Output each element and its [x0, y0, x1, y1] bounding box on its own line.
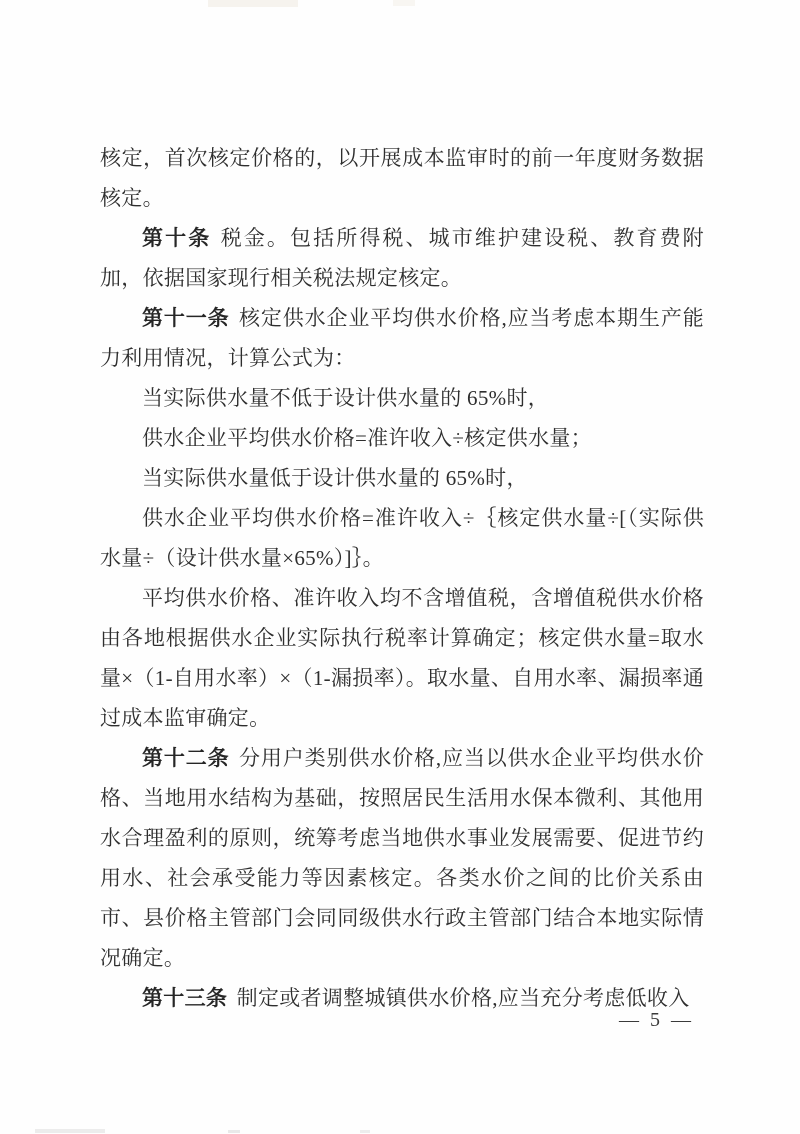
- article-11-heading: 第十一条: [142, 306, 230, 330]
- formula-condition-2-text: 当实际供水量低于设计供水量的 65%时，: [142, 466, 528, 490]
- formula-2-text: 供水企业平均供水价格=准许收入÷｛核定供水量÷[（实际供水量÷（设计供水量×65%）]｝。: [100, 506, 704, 570]
- paragraph-continuation: [100, 138, 704, 218]
- article-11: [100, 298, 704, 378]
- scan-artifact: [35, 1129, 105, 1133]
- article-11-text: 核定供水企业平均供水价格,应当考虑本期生产能力利用情况，计算公式为：: [100, 306, 704, 370]
- scan-artifact: [208, 0, 298, 7]
- formula-1: [100, 418, 704, 458]
- scan-artifact: [393, 0, 415, 6]
- paragraph-tax-note: [100, 578, 704, 738]
- paragraph-tax-note-text: 平均供水价格、准许收入均不含增值税，含增值税供水价格由各地根据供水企业实际执行税率计算确定；核定供水量=取水量×（1-自用水率）×（1-漏损率）。取水量、自用水率、漏损率通过成本监审确定。: [100, 586, 704, 730]
- article-13-heading: 第十三条: [142, 986, 228, 1010]
- document-body: [100, 138, 704, 1018]
- formula-condition-1-text: 当实际供水量不低于设计供水量的 65%时，: [142, 386, 550, 410]
- formula-1-text: 供水企业平均供水价格=准许收入÷核定供水量；: [142, 426, 592, 450]
- formula-2: [100, 498, 704, 578]
- formula-condition-2: [100, 458, 704, 498]
- article-10: [100, 218, 704, 298]
- page-number: — 5 —: [619, 1009, 694, 1031]
- paragraph-text: 核定，首次核定价格的，以开展成本监审时的前一年度财务数据核定。: [100, 146, 704, 210]
- article-10-text: 税金。包括所得税、城市维护建设税、教育费附加，依据国家现行相关税法规定核定。: [100, 226, 704, 290]
- formula-condition-1: [100, 378, 704, 418]
- article-12: [100, 738, 704, 978]
- scan-artifact: [228, 1130, 240, 1133]
- scan-artifact: [360, 1130, 370, 1133]
- article-12-heading: 第十二条: [142, 746, 230, 770]
- article-10-heading: 第十条: [142, 226, 212, 250]
- article-13: [100, 978, 704, 1018]
- article-12-text: 分用户类别供水价格,应当以供水企业平均供水价格、当地用水结构为基础，按照居民生活用水保本微利、其他用水合理盈利的原则，统筹考虑当地供水事业发展需要、促进节约用水、社会承受能力等因素核定。各类水价之间的比价关系由市、县价格主管部门会同同级供水行政主管部门结合本地实际情况确定。: [100, 746, 704, 970]
- article-13-text: 制定或者调整城镇供水价格,应当充分考虑低收入: [236, 986, 690, 1010]
